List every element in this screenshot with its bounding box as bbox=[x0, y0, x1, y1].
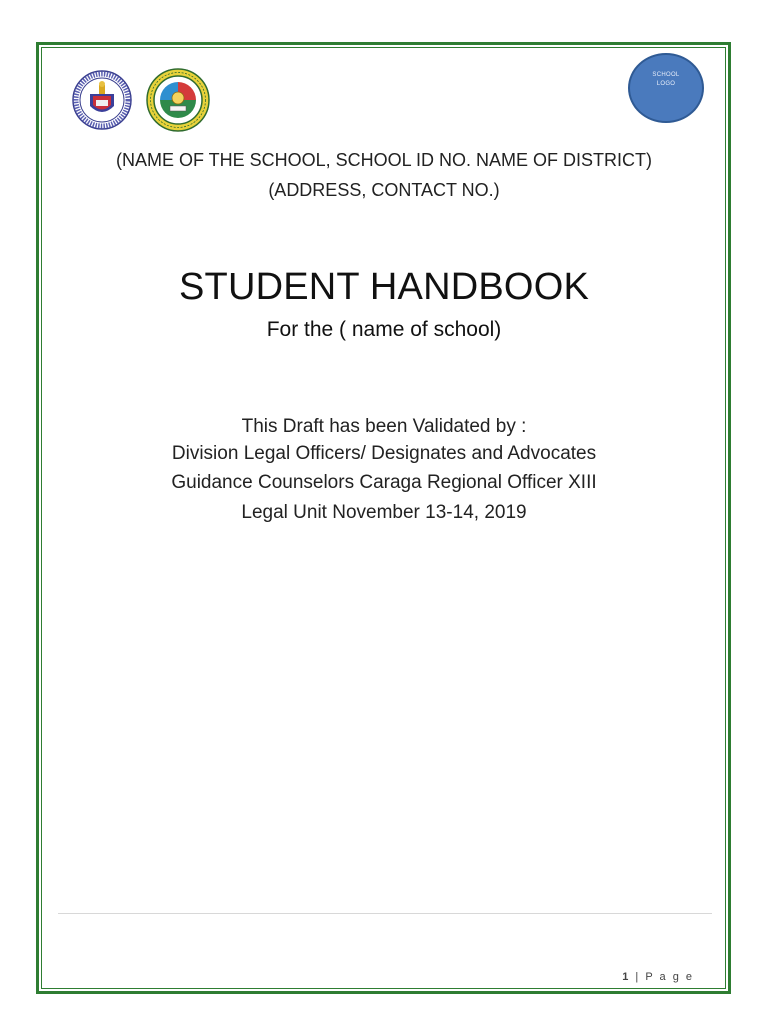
deped-seal-icon bbox=[72, 70, 132, 130]
footer-divider bbox=[58, 913, 712, 914]
page-number-value: 1 bbox=[622, 971, 629, 983]
page-label: P a g e bbox=[645, 971, 694, 983]
validation-line-4: Legal Unit November 13-14, 2019 bbox=[241, 502, 527, 523]
address-line: (ADDRESS, CONTACT NO.) bbox=[268, 180, 500, 200]
document-subtitle: For the ( name of school) bbox=[266, 318, 502, 341]
page-number-separator: | bbox=[635, 971, 641, 983]
document-title: STUDENT HANDBOOK bbox=[179, 266, 589, 308]
school-logo-text-2: LOGO bbox=[656, 81, 676, 87]
school-logo-placeholder bbox=[628, 53, 704, 123]
school-logo-text-1: SCHOOL bbox=[652, 72, 680, 78]
school-name-line: (NAME OF THE SCHOOL, SCHOOL ID NO. NAME OF DISTRICT) bbox=[115, 150, 653, 170]
validation-line-1: This Draft has been Validated by : bbox=[241, 416, 527, 437]
validation-line-3: Guidance Counselors Caraga Regional Officer XIII bbox=[171, 472, 597, 493]
validation-line-2: Division Legal Officers/ Designates and Advocates bbox=[171, 443, 597, 464]
page-number bbox=[622, 971, 694, 983]
division-seal-icon bbox=[146, 68, 210, 132]
